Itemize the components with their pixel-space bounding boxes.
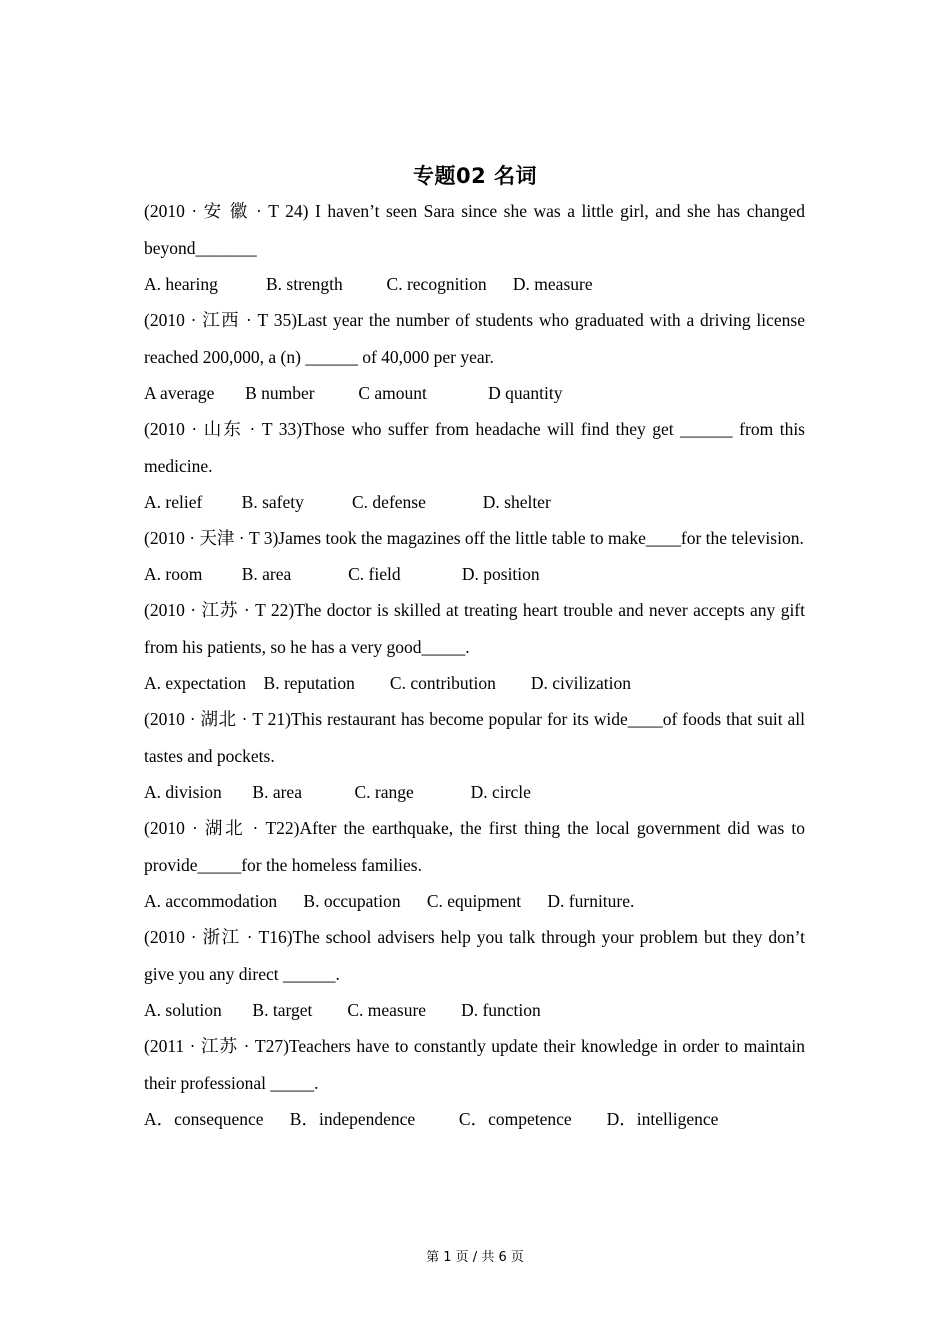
question-options: A. expectation B. reputation C. contribution D. civilization — [144, 673, 631, 693]
question-options: A. room B. area C. field D. position — [144, 564, 540, 584]
question-stem: (2011 · 江苏 · T27)Teachers have to constantly update their knowledge in order to maintain their professional _____. — [144, 1036, 805, 1093]
question-item — [144, 1028, 805, 1137]
question-options: A. hearing B. strength C. recognition D. measure — [144, 274, 593, 294]
question-options: A. relief B. safety C. defense D. shelter — [144, 492, 551, 512]
question-stem: (2010 · 江苏 · T 22)The doctor is skilled at treating heart trouble and never accepts any gift from his patients, so he has a very good_____. — [144, 600, 805, 657]
question-list — [144, 193, 805, 1137]
question-stem: (2010 · 浙江 · T16)The school advisers help you talk through your problem but they don’t give you any direct ______. — [144, 927, 805, 984]
question-options: A average B number C amount D quantity — [144, 383, 563, 403]
question-options: A. accommodation B. occupation C. equipment D. furniture. — [144, 891, 635, 911]
question-stem: (2010 · 江西 · T 35)Last year the number of students who graduated with a driving license reached 200,000, a (n) ______ of 40,000 per year. — [144, 310, 805, 367]
question-item — [144, 701, 805, 810]
question-stem: (2010 · 安 徽 · T 24) I haven’t seen Sara since she was a little girl, and she has changed beyond_______ — [144, 201, 805, 258]
question-item — [144, 592, 805, 701]
question-item — [144, 919, 805, 1028]
question-stem: (2010 · 天津 · T 3)James took the magazines off the little table to make____for the television. — [144, 528, 804, 548]
question-item — [144, 810, 805, 919]
page-title: 专题02 名词 — [412, 164, 538, 188]
question-options: A. division B. area C. range D. circle — [144, 782, 531, 802]
question-stem: (2010 · 山东 · T 33)Those who suffer from headache will find they get ______ from this medicine. — [144, 419, 805, 476]
question-options: A. solution B. target C. measure D. function — [144, 1000, 541, 1020]
question-item — [144, 520, 805, 592]
question-stem: (2010 · 湖北 · T 21)This restaurant has become popular for its wide____of foods that suit all tastes and pockets. — [144, 709, 805, 766]
question-item — [144, 302, 805, 411]
question-item — [144, 411, 805, 520]
question-stem: (2010 · 湖北 · T22)After the earthquake, the first thing the local government did was to provide_____for the homeless families. — [144, 818, 805, 875]
question-item — [144, 193, 805, 302]
page-footer: 第 1 页 / 共 6 页 — [426, 1250, 524, 1265]
question-options: A．consequence B．independence C．competence D．intelligence — [144, 1109, 719, 1129]
